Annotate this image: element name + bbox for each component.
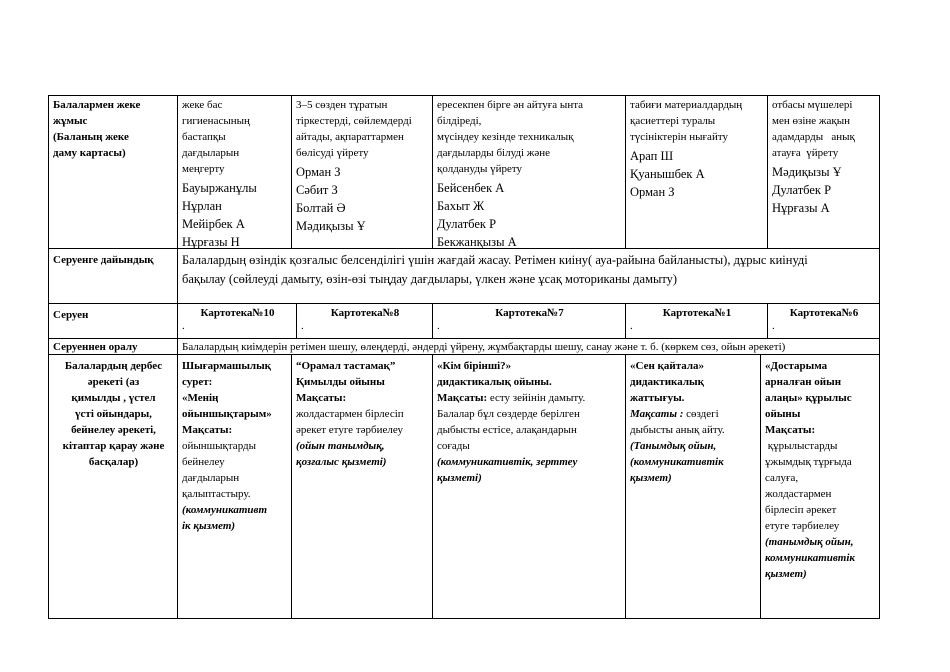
task-text xyxy=(437,97,622,177)
card-dot: . xyxy=(301,320,304,332)
text-line: қасиеттері туралы xyxy=(630,115,716,127)
text-line: Дулатбек Р xyxy=(437,217,497,231)
text-line: алаңы» құрылыс xyxy=(765,392,852,404)
text-line: етуге тәрбиелеу xyxy=(765,520,840,532)
text-line: Нұрғазы А xyxy=(772,201,830,215)
text-line: айтады, ақпараттармен xyxy=(296,131,404,143)
text-line: Мәдиқызы Ұ xyxy=(772,165,842,179)
text-line: жұмыс xyxy=(53,115,88,127)
individual-col-3 xyxy=(432,95,626,249)
text-line: мүсіндеу кезінде техникалық xyxy=(437,131,574,143)
text-line: гигиенасының xyxy=(182,115,250,127)
activity-title xyxy=(765,358,876,422)
walk-card-3 xyxy=(432,303,626,339)
text-line: Болтай Ә xyxy=(296,201,346,215)
text-line: Арап Ш xyxy=(630,149,674,163)
card-title: Картотека№7 xyxy=(495,307,564,319)
text-line: Бекжанқызы А xyxy=(437,235,517,249)
text-line: бөлісуді үйрету xyxy=(296,147,369,159)
individual-work-label xyxy=(48,95,178,249)
walk-label: Серуен xyxy=(48,303,178,339)
child-names xyxy=(182,179,288,249)
text-line: отбасы мүшелері xyxy=(772,99,853,111)
activity-tag xyxy=(182,502,288,534)
text-line: қызмет) xyxy=(630,472,672,484)
child-names xyxy=(437,179,622,249)
text-line: Орман З xyxy=(296,165,341,179)
text-line: «Кім бірінші?» xyxy=(437,360,512,372)
text-line: меңгерту xyxy=(182,163,225,175)
child-names xyxy=(296,163,429,235)
text-line: дағдыларын xyxy=(182,147,240,159)
text-line: (танымдық ойын, xyxy=(765,536,854,548)
activity-label xyxy=(48,354,178,619)
task-text xyxy=(772,97,876,161)
text-line: бейнелеу әрекеті, xyxy=(71,424,156,436)
card-dot: . xyxy=(437,320,440,332)
task-text xyxy=(182,97,288,177)
text-line: коммуникативтік xyxy=(765,552,855,564)
walk-card-2 xyxy=(296,303,433,339)
text-line: (коммуникативт xyxy=(182,504,268,516)
text-line: Бахыт Ж xyxy=(437,199,485,213)
text-line: Балалар бұл сөздерде берілген xyxy=(437,408,580,420)
text-line: жолдастармен xyxy=(765,488,832,500)
goal-text xyxy=(630,422,757,438)
return-text: Балалардың киімдерін ретімен шешу, өлеңдерді, әндерді үйрену, жұмбақтарды шешу, санау және т. б. (көркем сөз, ойын әрекеті) xyxy=(177,338,880,355)
text-line: Сәбит З xyxy=(296,183,338,197)
text-line: әрекет етуге тәрбиелеу xyxy=(296,424,403,436)
text-line: бастапқы xyxy=(182,131,226,143)
goal-text xyxy=(437,406,622,454)
text-line: (коммуникативтік xyxy=(630,456,724,468)
text-line: тіркестерді, сөйлемдерді xyxy=(296,115,412,127)
text-line: «Менің xyxy=(182,392,219,404)
return-label: Серуеннен оралу xyxy=(48,338,178,355)
activity-tag xyxy=(765,534,876,582)
text-line: дыбысты естісе, алақандарын xyxy=(437,424,577,436)
activity-title xyxy=(182,358,288,422)
text-line: қалыптастыру. xyxy=(182,488,251,500)
goal-inline: есту зейінін дамыту. xyxy=(487,392,586,404)
individual-col-5 xyxy=(767,95,880,249)
text-line: Нұрғазы Н xyxy=(182,235,240,249)
text-line: кітаптар қарау және xyxy=(62,440,165,452)
text-line: адамдарды анық xyxy=(772,131,855,143)
walk-prep-label: Серуенге дайындық xyxy=(48,248,178,304)
text-line: Балалардың дербес xyxy=(64,360,163,372)
goal-text xyxy=(765,438,876,534)
goal-inline: сөздегі xyxy=(683,408,719,420)
text-line: Бейсенбек А xyxy=(437,181,505,195)
text-line: Мейірбек А xyxy=(182,217,245,231)
text-line: (Танымдық ойын, xyxy=(630,440,717,452)
card-title: Картотека№1 xyxy=(662,307,732,319)
text-line: қимылды , үстел xyxy=(71,392,156,404)
text-line: басқалар) xyxy=(88,456,139,468)
text-line: қызметі) xyxy=(437,472,482,484)
activity-tag xyxy=(630,438,757,486)
text-line: ік қызмет) xyxy=(182,520,236,532)
child-names xyxy=(772,163,876,217)
text-line: дыбысты анық айту. xyxy=(630,424,725,436)
text-line: (коммуникативтік, зерттеу xyxy=(437,456,578,468)
walk-card-4 xyxy=(625,303,768,339)
text-line: жаттығуы. xyxy=(630,392,685,404)
card-title: Картотека№10 xyxy=(200,307,275,319)
goal-label: Мақсаты: xyxy=(765,424,816,436)
text-line: түсініктерін нығайту xyxy=(630,131,728,143)
text-line: үсті ойындары, xyxy=(75,408,152,420)
card-dot: . xyxy=(630,320,633,332)
text-line: бірлесіп әрекет xyxy=(765,504,837,516)
text-line: ұжымдық тұрғыда xyxy=(765,456,852,468)
text-line: ойыны xyxy=(765,408,801,420)
goal-text xyxy=(182,438,288,502)
text-line: «Достарыма xyxy=(765,360,828,372)
task-text xyxy=(296,97,429,161)
activity-title xyxy=(296,358,429,390)
activity-col-1 xyxy=(177,354,292,619)
text-line: Балалардың өзіндік қозғалыс белсенділігі үшін жағдай жасау. Ретімен киіну( ауа-райына байланысты), дұрыс киінуді xyxy=(182,253,808,267)
text-line: сурет: xyxy=(182,376,213,388)
text-line: Шығармашылық xyxy=(182,360,272,372)
text-line: Дулатбек Р xyxy=(772,183,832,197)
card-dot: . xyxy=(182,320,185,332)
text-line: қызмет) xyxy=(765,568,807,580)
individual-col-1 xyxy=(177,95,292,249)
text-line: соғады xyxy=(437,440,470,452)
activity-col-5 xyxy=(760,354,880,619)
card-dot: . xyxy=(772,320,775,332)
child-names xyxy=(630,147,764,201)
text-line: дағдыларын xyxy=(182,472,240,484)
text-line: қозғалыс қызметі) xyxy=(296,456,387,468)
activity-tag xyxy=(437,454,622,486)
goal-text xyxy=(296,406,429,438)
text-line: Нұрлан xyxy=(182,199,222,213)
text-line: әрекеті (аз xyxy=(87,376,140,388)
text-line: (Баланың жеке xyxy=(53,131,129,143)
activity-col-4 xyxy=(625,354,761,619)
goal-label: Мақсаты: xyxy=(296,392,347,404)
walk-card-1 xyxy=(177,303,297,339)
individual-col-2 xyxy=(291,95,433,249)
activity-tag xyxy=(296,438,429,470)
label-lines xyxy=(53,97,174,161)
text-line: атауға үйрету xyxy=(772,147,839,159)
card-title: Картотека№6 xyxy=(789,307,859,319)
text-line: құрылыстарды xyxy=(765,440,838,452)
text-line: даму картасы) xyxy=(53,147,126,159)
text-line: дидактикалық ойыны. xyxy=(437,376,552,388)
text-line: ойыншықтарым» xyxy=(182,408,272,420)
walk-card-5 xyxy=(767,303,880,339)
text-line: дағдыларды білуді және xyxy=(437,147,551,159)
text-line: қолдануды үйрету xyxy=(437,163,523,175)
text-line: Мәдиқызы Ұ xyxy=(296,219,366,233)
activity-title xyxy=(630,358,757,406)
goal-label: Мақсаты: xyxy=(437,392,488,404)
walk-prep-text xyxy=(177,248,880,304)
text-line: (ойын танымдық, xyxy=(296,440,385,452)
activity-title xyxy=(437,358,622,390)
goal-label: Мақсаты : xyxy=(630,408,684,420)
text-line: бейнелеу xyxy=(182,456,225,468)
activity-col-3 xyxy=(432,354,626,619)
text-line: табиғи материалдардың xyxy=(630,99,743,111)
text-line: жеке бас xyxy=(182,99,223,111)
text-line: жолдастармен бірлесіп xyxy=(296,408,404,420)
text-line: арналған ойын xyxy=(765,376,842,388)
text-line: ересекпен бірге ән айтуға ынта xyxy=(437,99,584,111)
text-line: білдіреді, xyxy=(437,115,482,127)
text-line: Бауыржанұлы xyxy=(182,181,257,195)
text-line: «Сен қайтала» xyxy=(630,360,705,372)
text-line: 3–5 сөзден тұратын xyxy=(296,99,388,111)
individual-col-4 xyxy=(625,95,768,249)
task-text xyxy=(630,97,764,145)
text-line: ойыншықтарды xyxy=(182,440,257,452)
text-line: дидактикалық xyxy=(630,376,704,388)
text-line: мен өзіне жақын xyxy=(772,115,851,127)
card-title: Картотека№8 xyxy=(330,307,400,319)
text-line: Балалармен жеке xyxy=(53,99,141,111)
text-line: “Орамал тастамақ” xyxy=(296,360,396,372)
text-line: Орман З xyxy=(630,185,675,199)
text-line: салуға, xyxy=(765,472,799,484)
text-line: Қимылды ойыны xyxy=(296,376,385,388)
activity-col-2 xyxy=(291,354,433,619)
text-line: Қуанышбек А xyxy=(630,167,705,181)
goal-label: Мақсаты: xyxy=(182,424,233,436)
text-line: бақылау (сөйлеуді дамыту, өзін-өзі тыңдау дағдылары, үлкен және ұсақ моториканы дамыту) xyxy=(182,272,678,286)
